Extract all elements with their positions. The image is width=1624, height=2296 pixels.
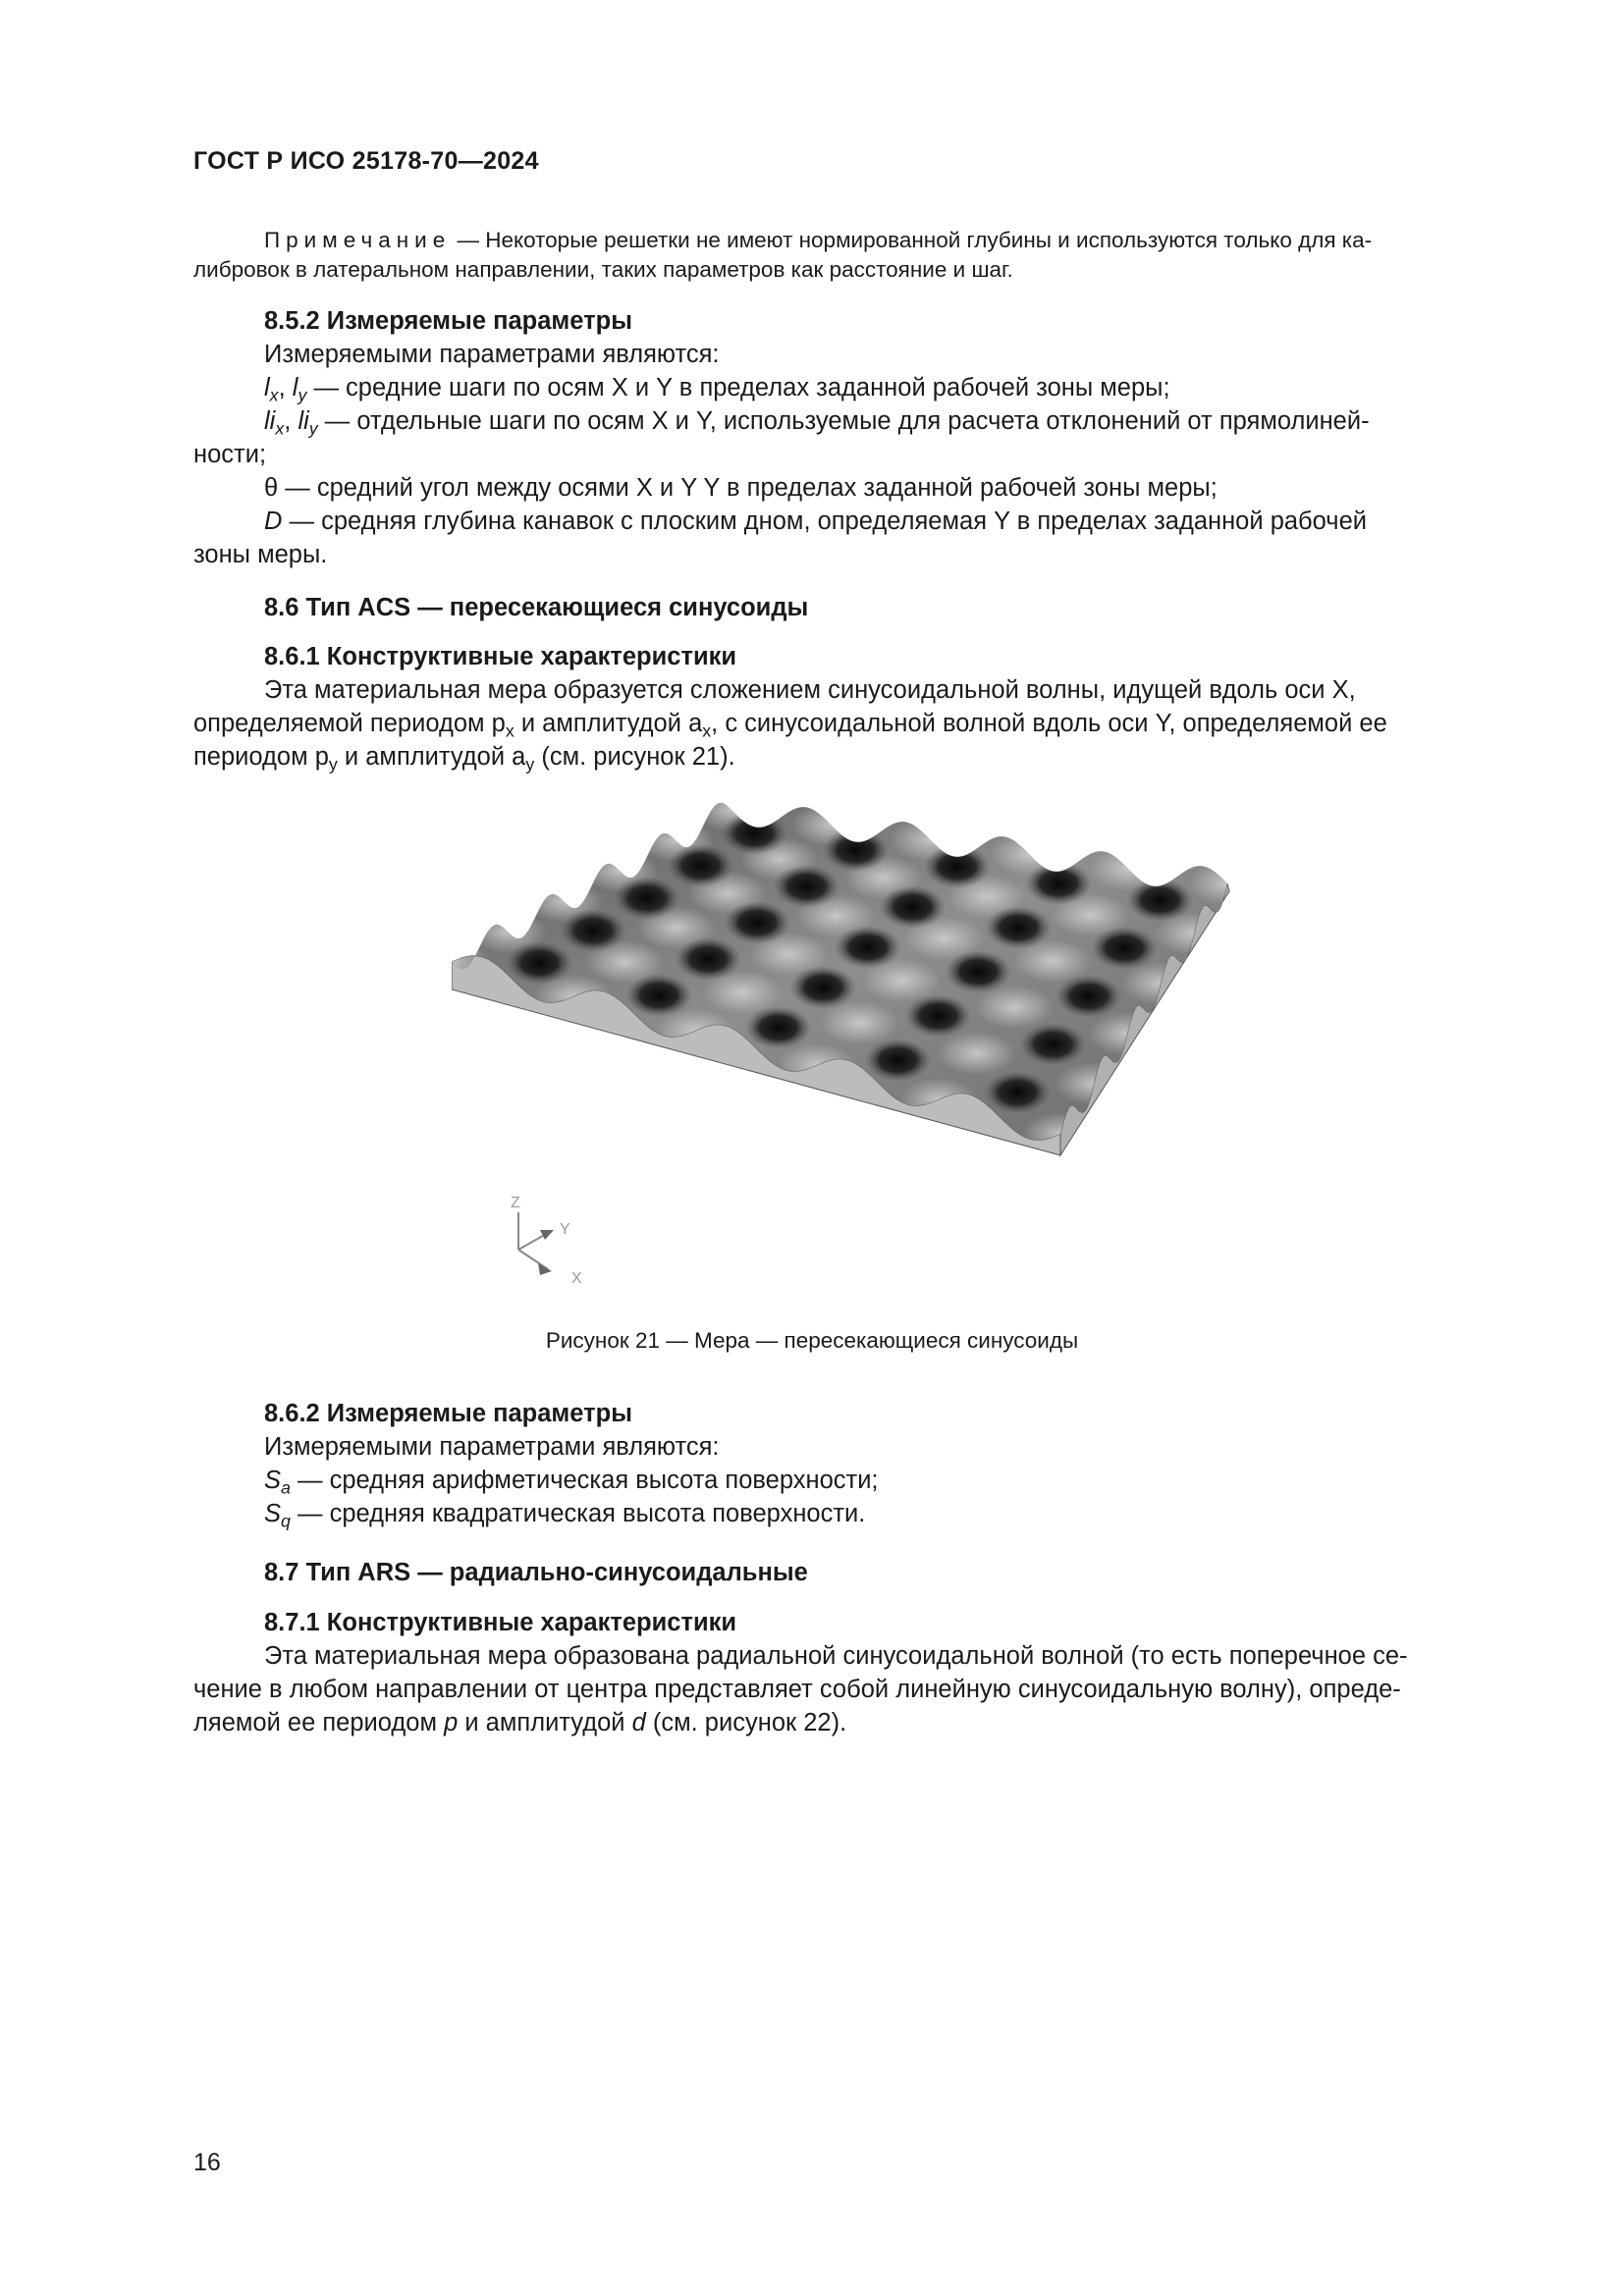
param-sa-line: $S_a$ — средняя арифметическая высота поверхности; [264,1467,879,1498]
section-8-5-2-intro: Измеряемыми параметрами являются: [264,341,720,368]
surface-crest [990,832,1068,876]
surface-dimple [560,909,626,952]
s871-line-2: чение в любом направлении от центра представляет собой линейную синусоидальную волну), опреде- [193,1676,1401,1703]
param-sq-line: $S_q$ — средняя квадратическая высота поверхности. [264,1500,866,1531]
section-8-5-2 [193,304,1516,571]
param-l-line: $l_x$, $l_y$ — средние шаги по осям X и Y в пределах заданной рабочей зоны меры; [264,374,1170,405]
surface-dimple [864,1039,931,1082]
surface-dimple [1019,1023,1086,1066]
surface-dimple [822,828,889,872]
section-heading-8-6: 8.6 Тип ACS — пересекающиеся синусоиды [264,594,809,621]
section-8-6 [193,591,1516,624]
section-8-6-2-intro: Измеряемыми параметрами являются: [264,1433,720,1461]
surface-dimple [506,941,572,985]
section-8-6-1 [193,640,1516,774]
surface-dimple [789,966,856,1009]
surface-crest [938,1032,1016,1075]
surface-dimple [904,994,971,1038]
surface-dimple [1091,927,1158,970]
axis-y-label: Y [560,1221,570,1238]
document-header: ГОСТ Р ИСО 25178-70—2024 [193,147,539,175]
surface-dimple [745,1006,812,1049]
surface-dimple [1126,879,1193,922]
section-heading-8-7-1: 8.7.1 Конструктивные характеристики [264,1609,737,1636]
surface-dimple [675,937,741,981]
axis-triad [511,1195,582,1287]
note-block [193,226,1516,285]
surface-dimple [945,950,1011,993]
section-heading-8-7: 8.7 Тип ARS — радиально-синусоидальные [264,1559,808,1586]
s871-line-1: Эта материальная мера образована радиальной синусоидальной волной (то есть поперечное се- [264,1642,1408,1670]
section-8-7-1 [193,1606,1516,1739]
param-li-line: $li_x$, $li_y$ — отдельные шаги по осям X и Y, используемые для расчета отклонений от прямолиней- [264,407,1370,439]
surface-crest [1089,847,1167,890]
surface-dimple [1056,975,1122,1018]
surface-dimple [667,844,733,887]
s861-line-2: определяемой периодом $p_x$ и амплитудой $a_x$, с синусоидальной волной вдоль оси Y, определяемой ее [193,710,1387,741]
surface-dimple [614,877,680,920]
page-number: 16 [193,2149,221,2176]
surface-dimple [721,812,787,855]
axis-x-label: X [571,1270,582,1287]
figure-21 [452,790,1257,1301]
note-text-2: либровок в латеральном направлении, таких параметров как расстояние и шаг. [193,257,1013,282]
param-theta-line: θ — средний угол между осями X и Y Y в пределах заданной рабочей зоны меры; [264,474,1218,502]
surface-dimple [1025,862,1092,905]
param-d-line: D — средняя глубина канавок с плоским дном, определяемая Y в пределах заданной рабочей [264,507,1367,535]
surface-dimple [724,901,790,944]
axis-z-label: Z [511,1195,520,1211]
section-heading-8-6-2: 8.6.2 Измеряемые параметры [264,1400,632,1427]
surface-dimple [835,926,901,969]
param-d-line-cont: зоны меры. [193,541,328,568]
surface-dimple [984,1071,1051,1114]
surface-dimple [985,906,1052,949]
surface-dimple [625,974,692,1017]
sinusoid-surface-image [452,790,1257,1301]
s861-line-1: Эта материальная мера образуется сложением синусоидальной волны, идущей вдоль оси X, [264,676,1356,704]
figure-21-caption: Рисунок 21 — Мера — пересекающиеся синусоиды [545,1328,1079,1353]
note-text-1: — Некоторые решетки не имеют нормированной глубины и используются только для ка- [451,228,1373,252]
surface-dimple [924,845,991,888]
s871-line-3: ляемой ее периодом p и амплитудой d (см. рисунок 22). [193,1709,847,1736]
section-heading-8-6-1: 8.6.1 Конструктивные характеристики [264,643,737,670]
section-8-6-2 [193,1397,1516,1530]
note-label: Примечание [264,228,452,252]
param-li-line-cont: ности; [193,441,267,468]
s861-line-3: периодом $p_y$ и амплитудой $a_y$ (см. рисунок 21). [193,743,735,774]
surface-dimple [879,885,946,929]
surface-dimple [773,865,839,908]
section-8-7 [193,1556,1516,1589]
section-heading-8-5-2: 8.5.2 Измеряемые параметры [264,307,632,335]
